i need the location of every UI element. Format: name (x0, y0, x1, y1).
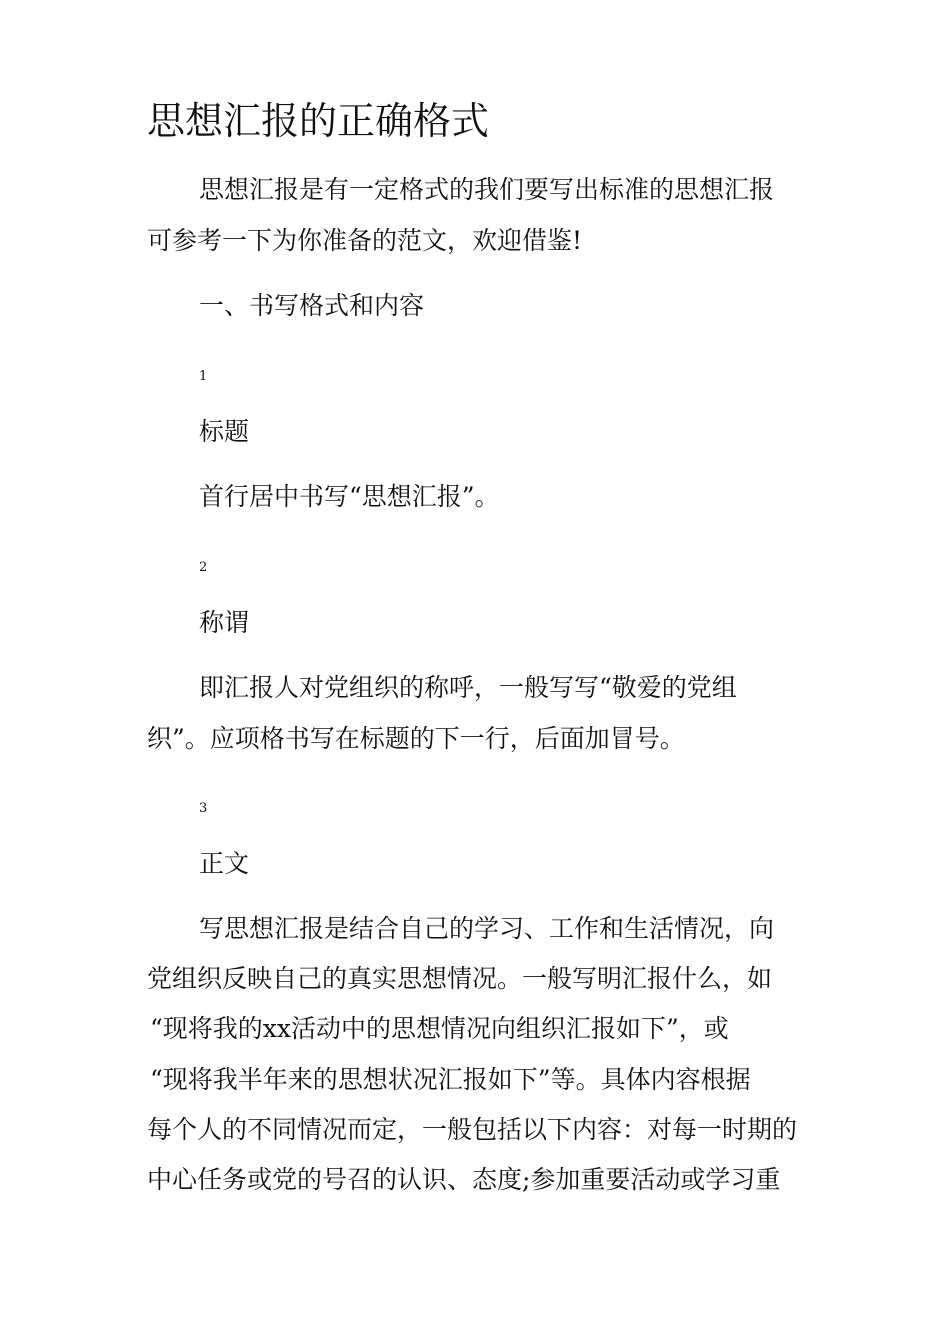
item-body-3-line-4: “现将我半年来的思想状况汇报如下”等。具体内容根据 (150, 1065, 751, 1094)
section-heading: 一、书写格式和内容 (199, 291, 425, 320)
intro-line-1: 思想汇报是有一定格式的我们要写出标准的思想汇报 (199, 175, 775, 204)
item-body-3-line-2: 党组织反映自己的真实思想情况。一般写明汇报什么，如 (147, 964, 773, 993)
item-body-1-line-1: 首行居中书写“思想汇报”。 (199, 482, 500, 511)
item-body-3-line-5: 每个人的不同情况而定，一般包括以下内容：对每一时期的 (147, 1115, 798, 1144)
item-number-3: 3 (199, 801, 208, 816)
item-number-2: 2 (199, 560, 208, 575)
item-heading-1: 标题 (199, 417, 250, 446)
item-body-3-line-6: 中心任务或党的号召的认识、态度;参加重要活动或学习重 (147, 1165, 781, 1194)
page-title: 思想汇报的正确格式 (147, 99, 490, 143)
item-heading-3: 正文 (199, 849, 250, 878)
item-body-3-line-3: “现将我的xx活动中的思想情况向组织汇报如下”，或 (150, 1014, 729, 1043)
item-number-1: 1 (199, 369, 208, 384)
item-body-2-line-1: 即汇报人对党组织的称呼，一般写写“敬爱的党组 (199, 673, 737, 702)
item-body-2-line-2: 织”。应项格书写在标题的下一行，后面加冒号。 (147, 724, 685, 753)
item-body-3-line-1: 写思想汇报是结合自己的学习、工作和生活情况，向 (199, 914, 775, 943)
item-heading-2: 称谓 (199, 608, 250, 637)
intro-line-2: 可参考一下为你准备的范文，欢迎借鉴! (147, 226, 583, 255)
